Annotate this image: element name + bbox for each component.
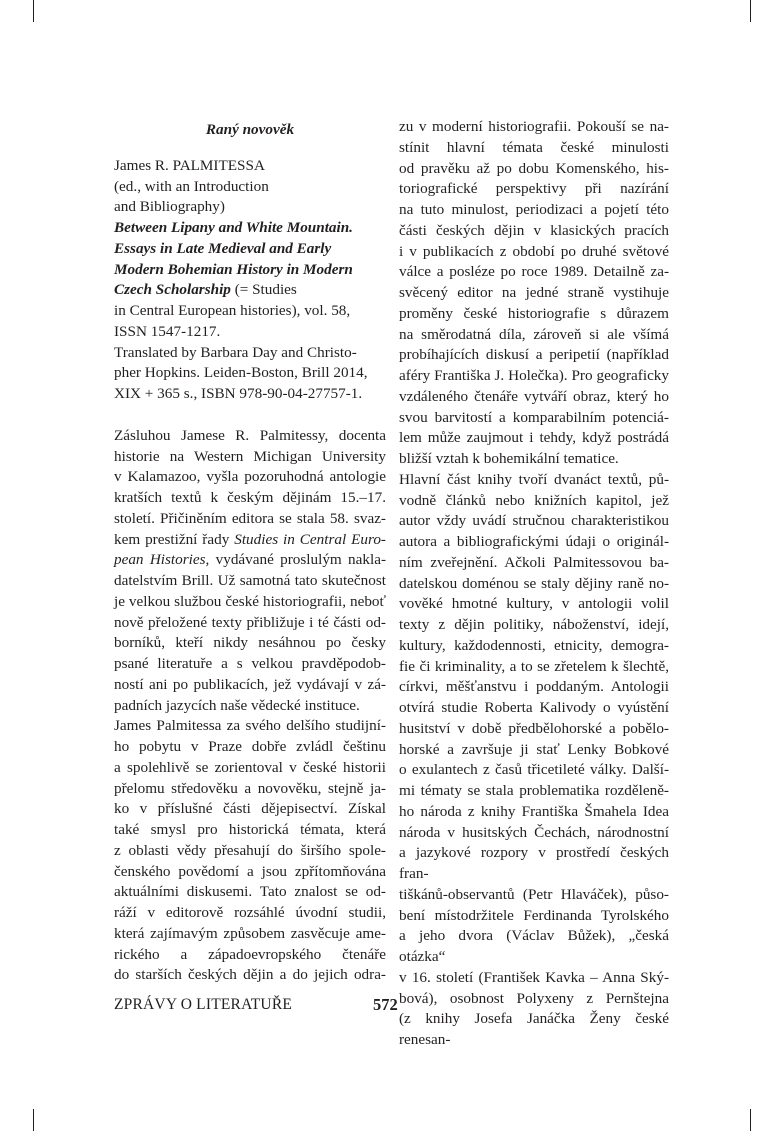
paragraph — [399, 470, 669, 1051]
text-line: církvi, měšťanstvu i poddaným. Antologii — [399, 678, 669, 696]
right-column — [399, 117, 669, 1051]
text-line: probíhajících diskusí a peripetií (například — [399, 346, 669, 364]
crop-mark-bottom-left — [33, 1109, 34, 1131]
paragraph — [114, 716, 386, 986]
text-line: v Kalamazoo, vyšla pozoruhodná antologie — [114, 468, 386, 486]
text-line: husitství v době předbělohorské a pobělo- — [399, 719, 669, 737]
text-line: Hlavní část knihy tvoří dvanáct textů, pů- — [399, 470, 669, 488]
left-column — [114, 117, 386, 986]
text-line: válce a posléze po roce 1989. Detailně za- — [399, 263, 669, 281]
text-line: Zásluhou Jamese R. Palmitessy, docenta — [114, 426, 386, 444]
text-line: a jazykové rozpory v prostředí českých fran- — [399, 844, 669, 882]
text-line: padních jazycích naše vědecké instituce. — [114, 696, 360, 714]
book-title-line: Essays in Late Medieval and Early — [114, 239, 332, 257]
text-line: historie na Western Michigan University — [114, 447, 386, 465]
text-line: toriografické perspektivy při nazírání — [399, 180, 669, 198]
text-line: zu v moderní historiografii. Pokouší se na- — [399, 118, 669, 135]
bib-line: ISSN 1547-1217. — [114, 322, 221, 340]
text-line: otvírá studie Roberta Kalivody o vyústění — [399, 699, 669, 716]
bib-line: Translated by Barbara Day and Christo- — [114, 343, 357, 361]
text-line: která zajímavým způsobem zasvěcuje ame- — [114, 924, 386, 942]
text-line: ko v příslušné části dějepisectví. Získal — [114, 800, 386, 818]
text-line: bližší vztah k bohemikální tematice. — [399, 450, 619, 467]
text-line: tiškánů-observantů (Petr Hlaváček), půso- — [399, 885, 669, 903]
text-line: borníků, kteří nikdy nesáhnou po česky — [114, 634, 386, 652]
text-line: ho pobytu v Praze dobře zvládl češtinu — [114, 738, 386, 755]
text-line: také smysl pro historická témata, která — [114, 821, 386, 838]
text-line: autora a bibliografickými údaji o originál- — [399, 533, 669, 550]
text-line: ností ani po publikacích, jež vydávají v zá- — [114, 675, 386, 693]
text-line: nově přeložené texty přibližuje i té části od- — [114, 613, 386, 631]
book-title-line: Between Lipany and White Mountain. — [114, 219, 353, 236]
text-line: proměny české historiografie s důrazem — [399, 304, 669, 322]
book-title-line: Modern Bohemian History in Modern — [114, 260, 353, 278]
crop-mark-top-left — [33, 0, 34, 22]
bib-line: James R. PALMITESSA — [114, 156, 265, 174]
text-line: svěcený editor na jedné straně vystihuje — [399, 284, 669, 301]
bib-line: pher Hopkins. Leiden-Boston, Brill 2014, — [114, 364, 368, 382]
text-line: datelstvím Brill. Už samotná tato skutečnost — [114, 572, 386, 589]
bib-line: (ed., with an Introduction — [114, 177, 269, 195]
text-line: bení místodržitele Ferdinanda Tyrolského — [399, 906, 669, 924]
text-line: vodně článků nebo knižních kapitol, jež — [399, 491, 669, 509]
text-line: stínit hlavní témata české minulosti — [399, 138, 669, 156]
paragraph — [114, 426, 386, 717]
bib-line: in Central European histories), vol. 58, — [114, 302, 351, 319]
text-line: století. Přičiněním editora se stala 58. svaz- — [114, 509, 386, 527]
book-title-line: Czech Scholarship — [114, 281, 231, 299]
text-line: od pravěku až po dobu Komenského, his- — [399, 159, 669, 177]
series-info: (= Studies — [230, 281, 297, 299]
text-line: z oblasti vědy přesahují do širšího spole- — [114, 841, 386, 859]
text-line: části českých dějin v klasických pracích — [399, 221, 669, 239]
text-line: fie či kriminality, a to se zřetelem k šlechtě, — [399, 657, 669, 675]
text-line: lem může zaujmout i tehdy, když postrádá — [399, 429, 669, 447]
section-title: Raný novověk — [205, 121, 295, 138]
bib-line: XIX + 365 s., ISBN 978-90-04-27757-1. — [114, 385, 363, 402]
text-line: James Palmitessa za svého delšího studijní- — [114, 717, 386, 735]
text-line: na tuto minulost, periodizaci a pojetí této — [399, 201, 669, 218]
text-line: psané literatuře a s velkou pravděpodob- — [114, 655, 386, 672]
text-line: o exulantech z časů třicetileté války. Další- — [399, 761, 669, 779]
text-line: mi tématy se stala problematika rozděleně- — [399, 782, 669, 799]
text-line: texty z dějin politiky, náboženství, idejí, — [399, 616, 669, 633]
text-line: ráží v editorově rozsáhlé úvodní studii, — [114, 904, 386, 921]
text-line: aféry Františka J. Holečka). Pro geograficky — [399, 367, 669, 384]
text-line: pean Histories, vydávané proslulým nakla- — [114, 551, 386, 569]
text-line: bová), osobnost Polyxeny z Pernštejna — [399, 989, 669, 1007]
crop-mark-bottom-right — [750, 1109, 751, 1131]
text-line: ho národa z knihy Františka Šmahela Idea — [399, 802, 669, 820]
text-line: kratších textů k českým dějinám 15.–17. — [114, 489, 386, 506]
text-line: čenského povědomí a jsou zpřítomňována — [114, 862, 386, 880]
text-line: vzdáleného čtenáře vytváří obraz, který ho — [399, 387, 669, 405]
journal-name: ZPRÁVY O LITERATUŘE — [114, 996, 293, 1013]
paragraph — [399, 117, 669, 470]
text-line: i v publikacích z období po druhé světové — [399, 242, 669, 260]
text-line: a spolehlivě se zorientoval v české historii — [114, 758, 386, 776]
text-line: svou barvitostí a komparabilním potenciá- — [399, 408, 669, 426]
text-line: kem prestižní řady Studies in Central Euro- — [114, 530, 386, 548]
text-line: rického a západoevropského čtenáře — [114, 945, 386, 963]
crop-mark-top-right — [750, 0, 751, 22]
text-line: do starších českých dějin a do jejich odra- — [114, 966, 386, 984]
text-line: aktuálními diskusemi. Tato znalost se od- — [114, 883, 386, 901]
series-title-italic: Studies in Central Euro- — [234, 530, 386, 548]
text-line: datelskou doménou se staly dějiny raně no- — [399, 574, 669, 592]
text-line: (z knihy Josefa Janáčka Ženy české renesan- — [399, 1010, 669, 1048]
text-line: v 16. století (František Kavka – Anna Ský- — [399, 968, 669, 986]
text-line: a jeho dvora (Václav Bůžek), „česká otázka“ — [399, 927, 669, 965]
bib-line: and Bibliography) — [114, 198, 225, 216]
text-line: kultury, každodennosti, etnicity, demogra- — [399, 636, 669, 654]
text-line: vověké hmotné kultury, v antologii volil — [399, 595, 669, 613]
bibliographic-entry — [114, 156, 386, 405]
text-line: národa v husitských Čechách, národnostní — [399, 823, 669, 841]
text-line: na směrodatná díla, zároveň si ale všímá — [399, 325, 669, 343]
text-line: ním zveřejnění. Ačkoli Palmitessovou ba- — [399, 553, 669, 571]
text-line: autor vždy uvádí stručnou charakteristikou — [399, 512, 669, 530]
page-number: 572 — [373, 995, 398, 1014]
text-line: horské a završuje ji stať Lenky Bobkové — [399, 740, 669, 758]
text-line: je velkou službou české historiografii, neboť — [114, 592, 386, 610]
text-line: přelomu středověku a novověku, stejně ja- — [114, 779, 386, 797]
